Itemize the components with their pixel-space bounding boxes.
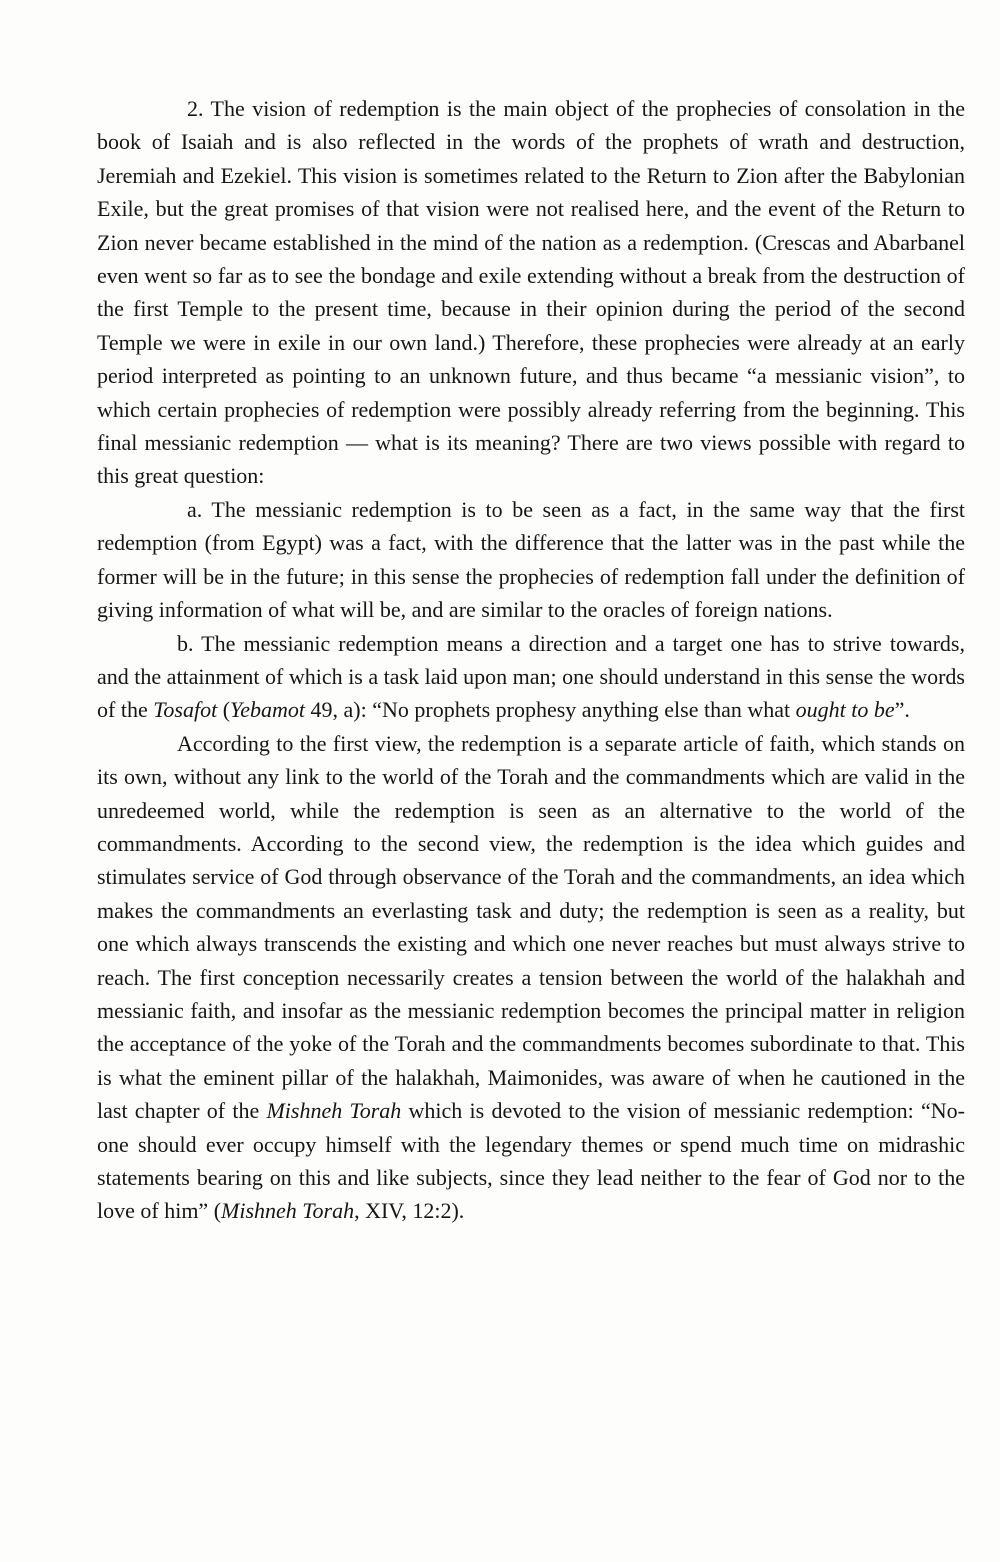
paragraph-according-views [97,727,965,1228]
paragraph-text: a. The messianic redemption is to be seen as a fact, in the same way that the first redemption (from Egypt) was a fact, with the difference that the latter was in the past while the former will be in the future; in this sense the prophecies of redemption fall under the definition of giving information of what will be, and are similar to the oracles of foreign nations. [97,496,965,623]
text-run: According to the first view, the redemption is a separate article of faith, which stands on its own, without any link to the world of the Torah and the commandments which are valid in the unredeemed world, while the redemption is seen as an alternative to the world of the commandments. According to the second view, the redemption is the idea which guides and stimulates service of God through observance of the Torah and the commandments, an idea which makes the commandments an everlasting task and duty; the redemption is seen as a reality, but one which always transcends the existing and which one never reaches but must always strive to reach. The first conception necessarily creates a tension between the world of the halakhah and messianic faith, and insofar as the messianic redemption becomes the principal matter in religion the acceptance of the yoke of the Torah and the commandments becomes subordinate to that. This is what the eminent pillar of the halakhah, Maimonides, was aware of when he cautioned in the last chapter of the [97,730,965,1124]
paragraph-vision-of-redemption [97,92,965,493]
text-run: ( [217,697,231,723]
text-run: 49, a): “No prophets prophesy anything else than what [305,697,796,723]
text-run: , XIV, 12:2). [354,1198,465,1224]
paragraph-text: 2. The vision of redemption is the main object of the prophecies of consolation in the book of Isaiah and is also reflected in the words of the prophets of wrath and destruction, Jeremiah and Ezekiel. This vision is sometimes related to the Return to Zion after the Babylonian Exile, but the great promises of that vision were not realised here, and the event of the Return to Zion never became established in the mind of the nation as a redemption. (Crescas and Abarbanel even went so far as to see the bondage and exile extending without a break from the destruction of the first Temple to the present time, because in their opinion during the period of the second Temple we were in exile in our own land.) Therefore, these prophecies were already at an early period interpreted as pointing to an unknown future, and thus became “a messianic vision”, to which certain prophecies of redemption were possibly already referring from the beginning. This final messianic redemption — what is its meaning? There are two views possible with regard to this great question: [97,96,965,489]
body-text [97,92,965,1228]
italic-mishneh-torah-citation: Mishneh Torah [221,1198,355,1224]
italic-mishneh-torah: Mishneh Torah [266,1098,402,1124]
text-run: ”. [894,697,910,723]
italic-yebamot: Yebamot [230,697,306,723]
text-run: which is devoted to the vision of messianic redemption: “No-one should ever occupy himself with the legendary themes or spend much time on midrashic statements bearing on this and like subjects, since they lead neither to the fear of God nor to the love of him” ( [97,1098,965,1224]
italic-tosafot: Tosafot [153,697,218,723]
paragraph-view-b [97,627,965,727]
italic-ought-to-be: ought to be [795,697,895,723]
text-run: b. The messianic redemption means a direction and a target one has to strive towards, and the attainment of which is a task laid upon man; one should understand in this sense the words of the [97,630,965,723]
paragraph-view-a [97,493,965,627]
